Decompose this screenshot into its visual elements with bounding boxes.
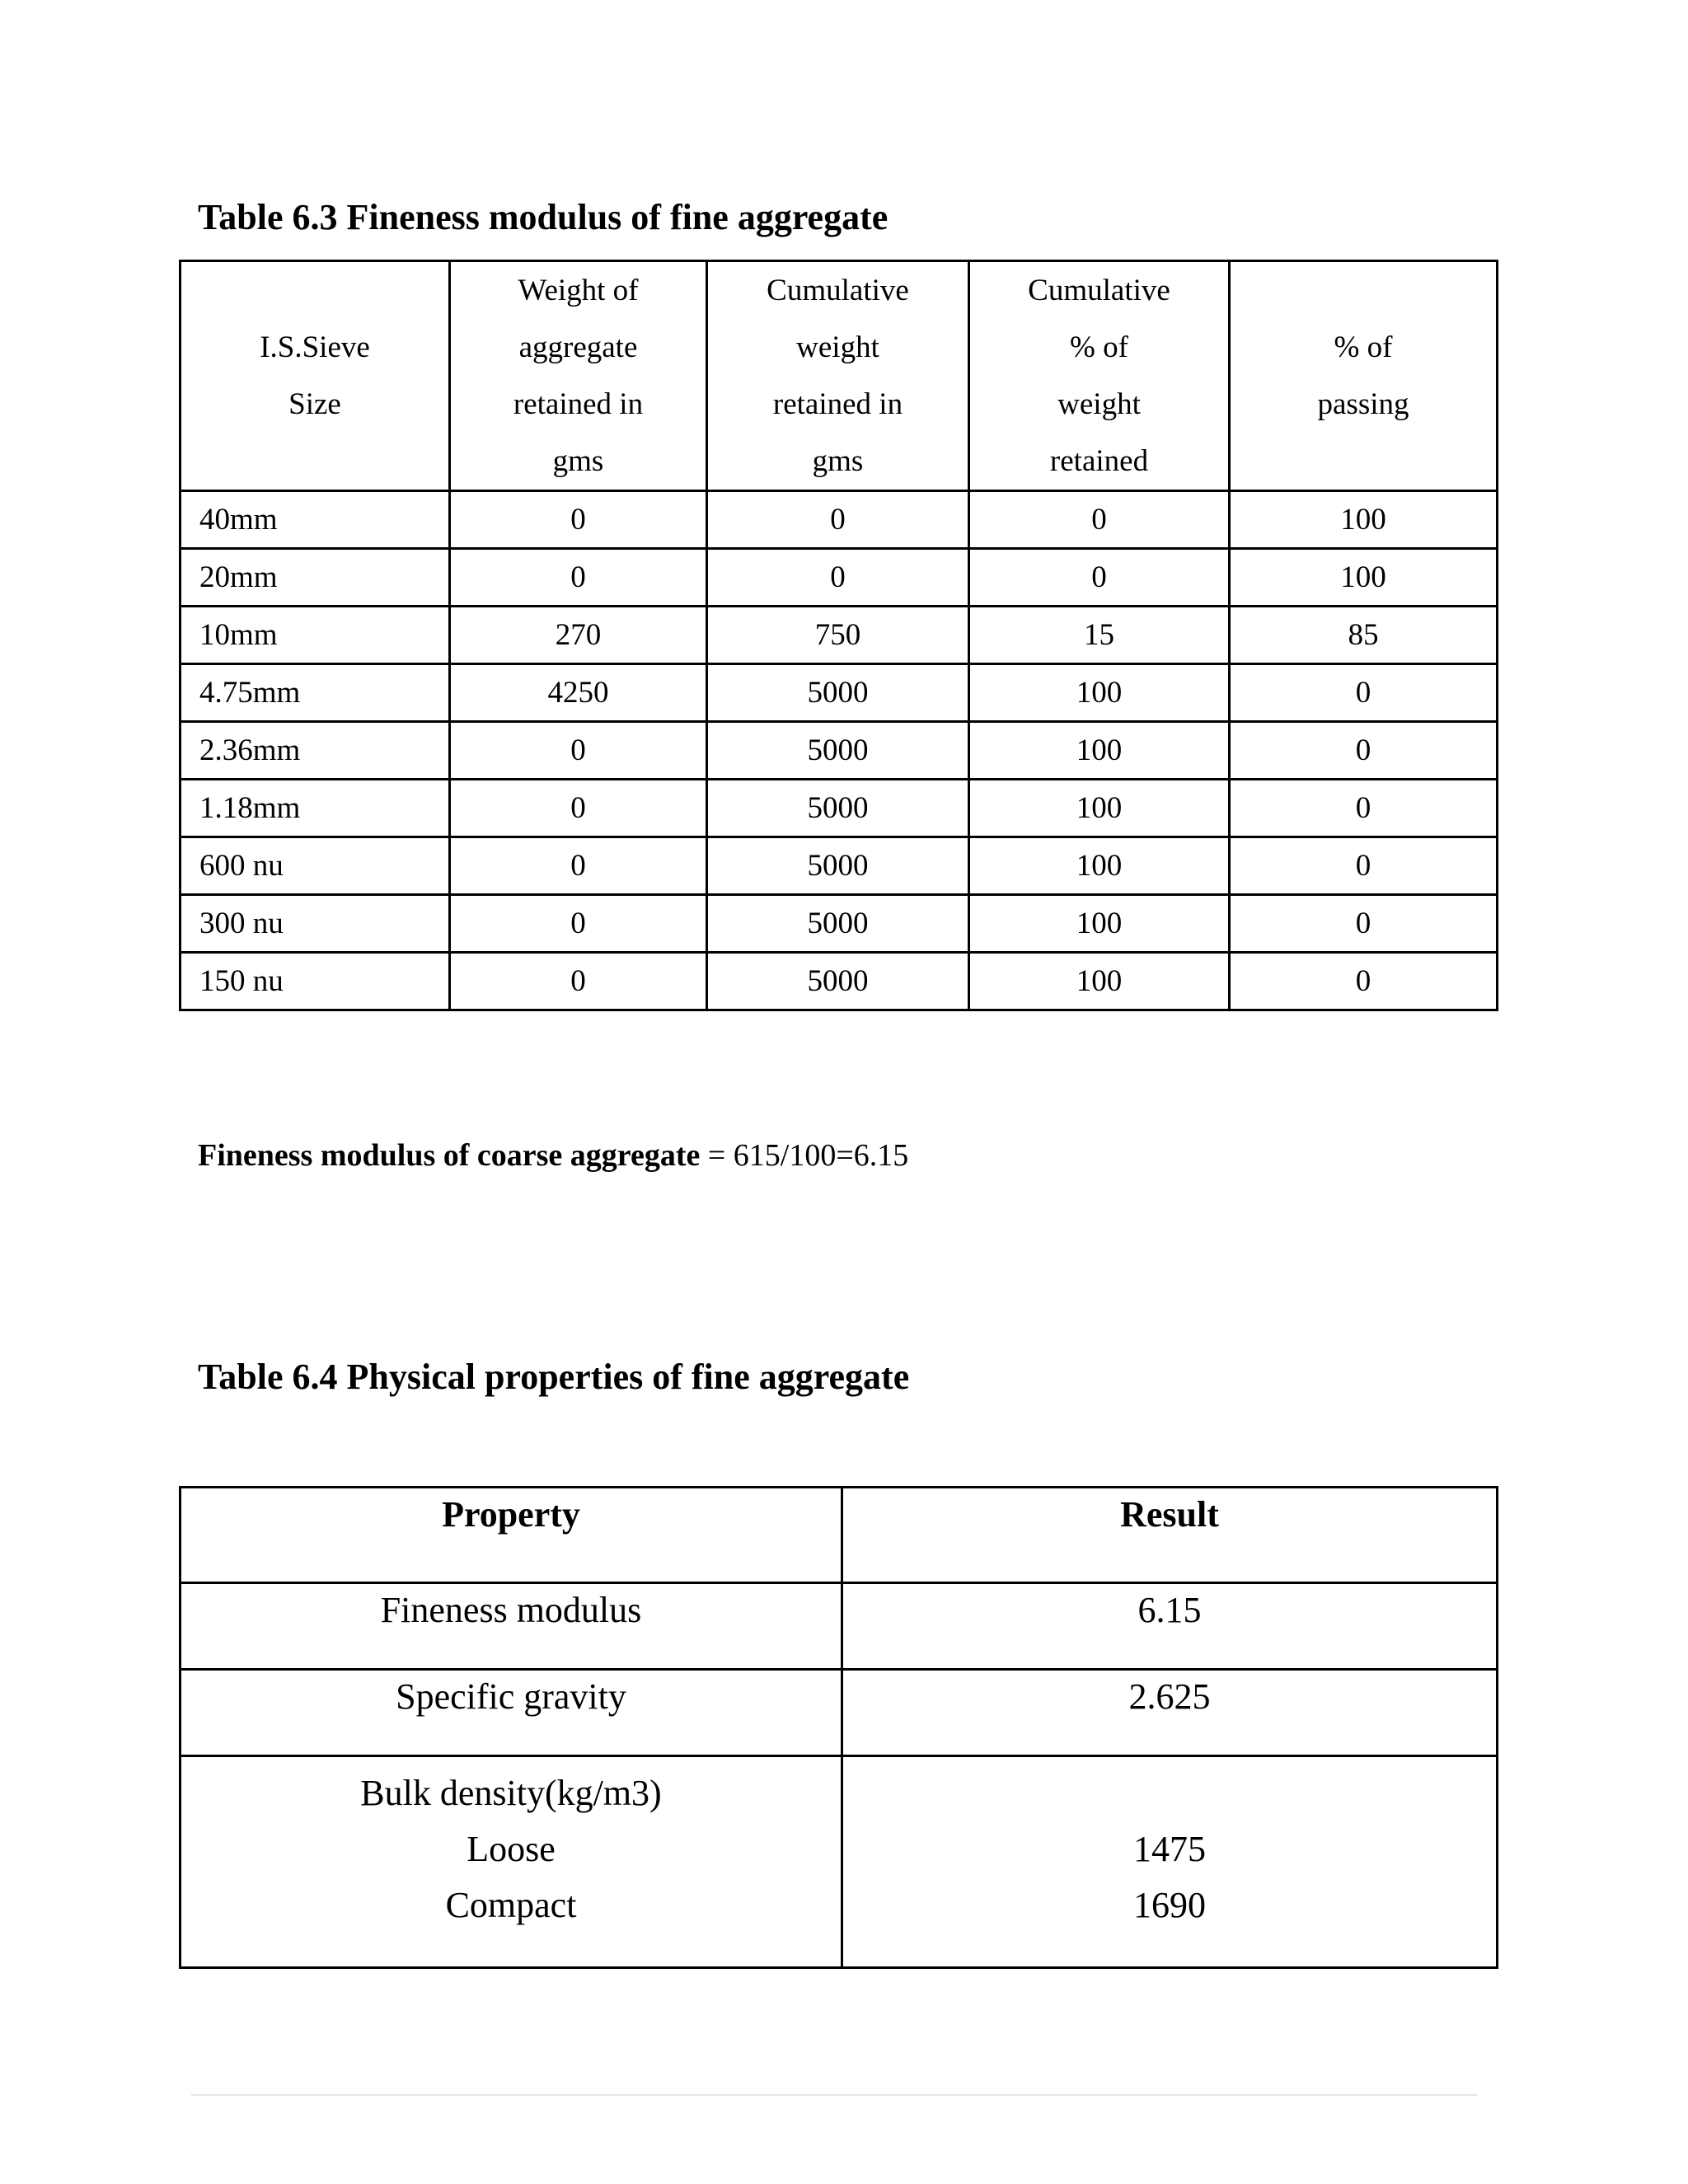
fineness-modulus-table (179, 260, 1498, 1011)
value-cell: 5000 (707, 664, 969, 722)
result-cell: 6.15 (842, 1583, 1498, 1670)
value-cell: 0 (450, 953, 707, 1010)
fineness-modulus-statement (198, 1137, 908, 1174)
table-row (181, 549, 1498, 607)
table-row (181, 895, 1498, 953)
value-cell: 0 (450, 895, 707, 953)
compact-label: Compact (445, 1885, 577, 1925)
value-cell: 0 (707, 491, 969, 549)
value-cell: 0 (1230, 780, 1498, 837)
table-6-3-title: Table 6.3 Fineness modulus of fine aggregate (198, 197, 889, 237)
value-cell: 0 (450, 837, 707, 895)
bulk-density-label: Bulk density(kg/m3) (360, 1773, 662, 1813)
fineness-modulus-label: Fineness modulus of coarse aggregate (198, 1138, 701, 1173)
value-cell: 5000 (707, 780, 969, 837)
physical-properties-table (179, 1486, 1498, 1969)
header-cumulative-weight: Cumulative weight retained in gms (707, 261, 969, 491)
value-cell: 100 (969, 953, 1230, 1010)
table-row (181, 664, 1498, 722)
value-cell: 5000 (707, 722, 969, 780)
property-cell: Fineness modulus (181, 1583, 842, 1670)
sieve-size-cell: 4.75mm (181, 664, 450, 722)
sieve-size-cell: 150 nu (181, 953, 450, 1010)
value-cell: 0 (1230, 895, 1498, 953)
value-cell: 0 (450, 780, 707, 837)
value-cell: 0 (707, 549, 969, 607)
value-cell: 0 (1230, 953, 1498, 1010)
value-cell: 0 (969, 549, 1230, 607)
loose-label: Loose (467, 1829, 556, 1869)
value-cell: 270 (450, 607, 707, 664)
value-cell: 0 (969, 491, 1230, 549)
header-percent-passing: % of passing (1230, 261, 1498, 491)
property-cell: Specific gravity (181, 1670, 842, 1756)
value-cell: 100 (969, 664, 1230, 722)
table-row (181, 1756, 1498, 1968)
table-row (181, 780, 1498, 837)
sieve-size-cell: 20mm (181, 549, 450, 607)
value-cell: 5000 (707, 837, 969, 895)
table-row (181, 1583, 1498, 1670)
loose-value: 1475 (1133, 1829, 1206, 1869)
fineness-modulus-value: = 615/100=6.15 (700, 1138, 909, 1173)
sieve-size-cell: 10mm (181, 607, 450, 664)
sieve-size-cell: 40mm (181, 491, 450, 549)
value-cell: 0 (450, 549, 707, 607)
value-cell: 100 (969, 780, 1230, 837)
value-cell: 0 (1230, 722, 1498, 780)
value-cell: 5000 (707, 953, 969, 1010)
table-6-4-title: Table 6.4 Physical properties of fine aggregate (198, 1357, 910, 1397)
header-cumulative-percent: Cumulative % of weight retained (969, 261, 1230, 491)
header-result: Result (842, 1488, 1498, 1583)
value-cell: 100 (1230, 549, 1498, 607)
value-cell: 0 (1230, 664, 1498, 722)
table-header-row (181, 261, 1498, 491)
value-cell: 15 (969, 607, 1230, 664)
compact-value: 1690 (1133, 1885, 1206, 1925)
value-cell: 85 (1230, 607, 1498, 664)
sieve-size-cell: 2.36mm (181, 722, 450, 780)
table-row (181, 722, 1498, 780)
table-row (181, 491, 1498, 549)
value-cell: 100 (969, 837, 1230, 895)
result-cell: 2.625 (842, 1670, 1498, 1756)
value-cell: 4250 (450, 664, 707, 722)
table-header-row (181, 1488, 1498, 1583)
header-weight-retained: Weight of aggregate retained in gms (450, 261, 707, 491)
table-row (181, 607, 1498, 664)
property-cell (181, 1756, 842, 1968)
value-cell: 750 (707, 607, 969, 664)
sieve-size-cell: 300 nu (181, 895, 450, 953)
table-row (181, 837, 1498, 895)
footer-divider (191, 2094, 1477, 2096)
table-row (181, 953, 1498, 1010)
value-cell: 0 (450, 722, 707, 780)
result-cell (842, 1756, 1498, 1968)
value-cell: 0 (1230, 837, 1498, 895)
value-cell: 100 (969, 722, 1230, 780)
sieve-size-cell: 1.18mm (181, 780, 450, 837)
header-sieve-size: I.S.Sieve Size (181, 261, 450, 491)
value-cell: 100 (969, 895, 1230, 953)
header-property: Property (181, 1488, 842, 1583)
sieve-size-cell: 600 nu (181, 837, 450, 895)
value-cell: 5000 (707, 895, 969, 953)
value-cell: 100 (1230, 491, 1498, 549)
value-cell: 0 (450, 491, 707, 549)
table-row (181, 1670, 1498, 1756)
